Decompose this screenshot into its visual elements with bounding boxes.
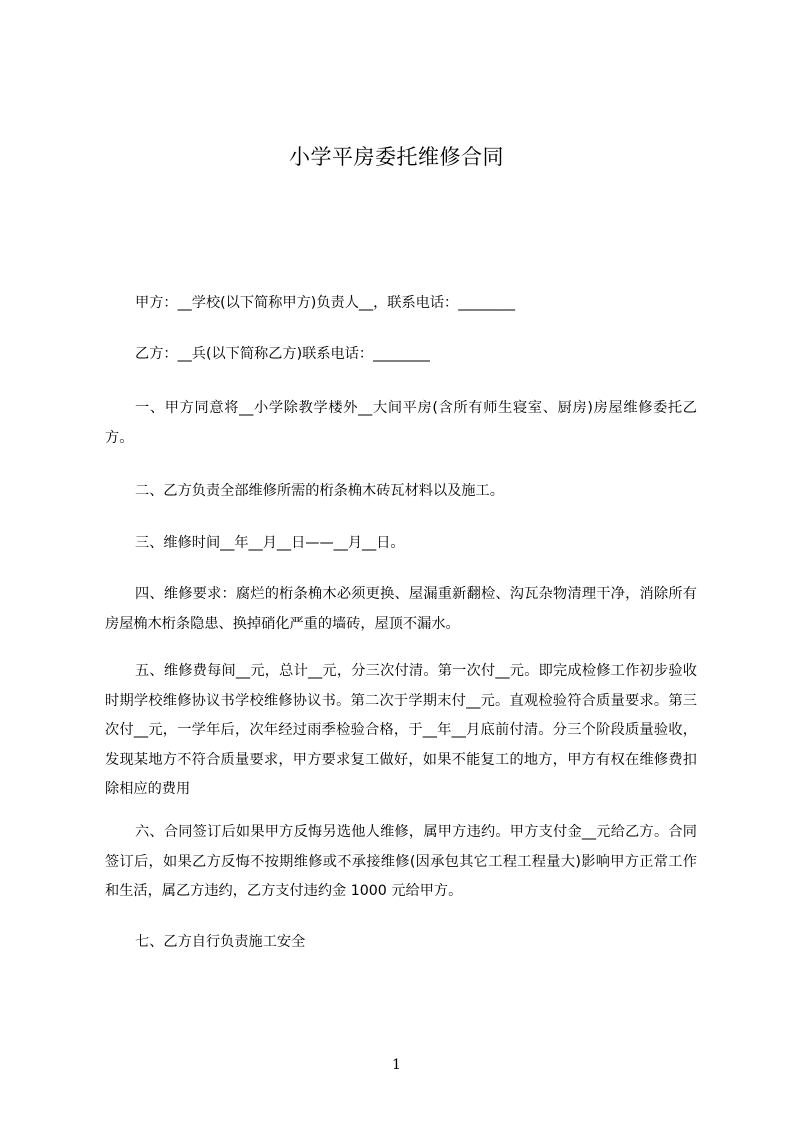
document-title: 小学平房委托维修合同 (289, 145, 504, 169)
clause-6: 六、合同签订后如果甲方反悔另选他人维修，属甲方违约。甲方支付金__元给乙方。合同签订后，如果乙方反悔不按期维修或不承接维修(因承包其它工程工程量大)影响甲方正常工作和生活，属乙方违约，乙方支付违约金 1000 元给甲方。 (105, 824, 697, 899)
clause-3: 三、维修时间__年__月__日——__月__日。 (135, 535, 405, 551)
party-a-line: 甲方：__学校(以下简称甲方)负责人__，联系电话：________ (135, 295, 515, 311)
clause-5: 五、维修费每间__元，总计__元，分三次付清。第一次付__元。即完成检修工作初步验收时期学校维修协议书学校维修协议书。第二次于学期末付__元。直观检验符合质量要求。第三次付__元，一学年后，次年经过雨季检验合格，于__年__月底前付清。分三个阶段质量验收，发现某地方不符合质量要求，甲方要求复工做好，如果不能复工的地方，甲方有权在维修费扣除相应的费用 (105, 663, 697, 797)
clause-2: 二、乙方负责全部维修所需的桁条桷木砖瓦材料以及施工。 (135, 483, 504, 499)
clause-1: 一、甲方同意将__小学除教学楼外__大间平房(含所有师生寝室、厨房)房屋维修委托乙方。 (105, 400, 697, 446)
clause-7: 七、乙方自行负责施工安全 (135, 934, 306, 950)
party-b-line: 乙方：__兵(以下简称乙方)联系电话：________ (135, 346, 430, 362)
clause-4: 四、维修要求：腐烂的桁条桷木必须更换、屋漏重新翻检、沟瓦杂物清理干净，消除所有房屋桷木桁条隐患、换掉硝化严重的墙砖，屋顶不漏水。 (105, 586, 697, 632)
page-number: 1 (392, 1057, 401, 1073)
